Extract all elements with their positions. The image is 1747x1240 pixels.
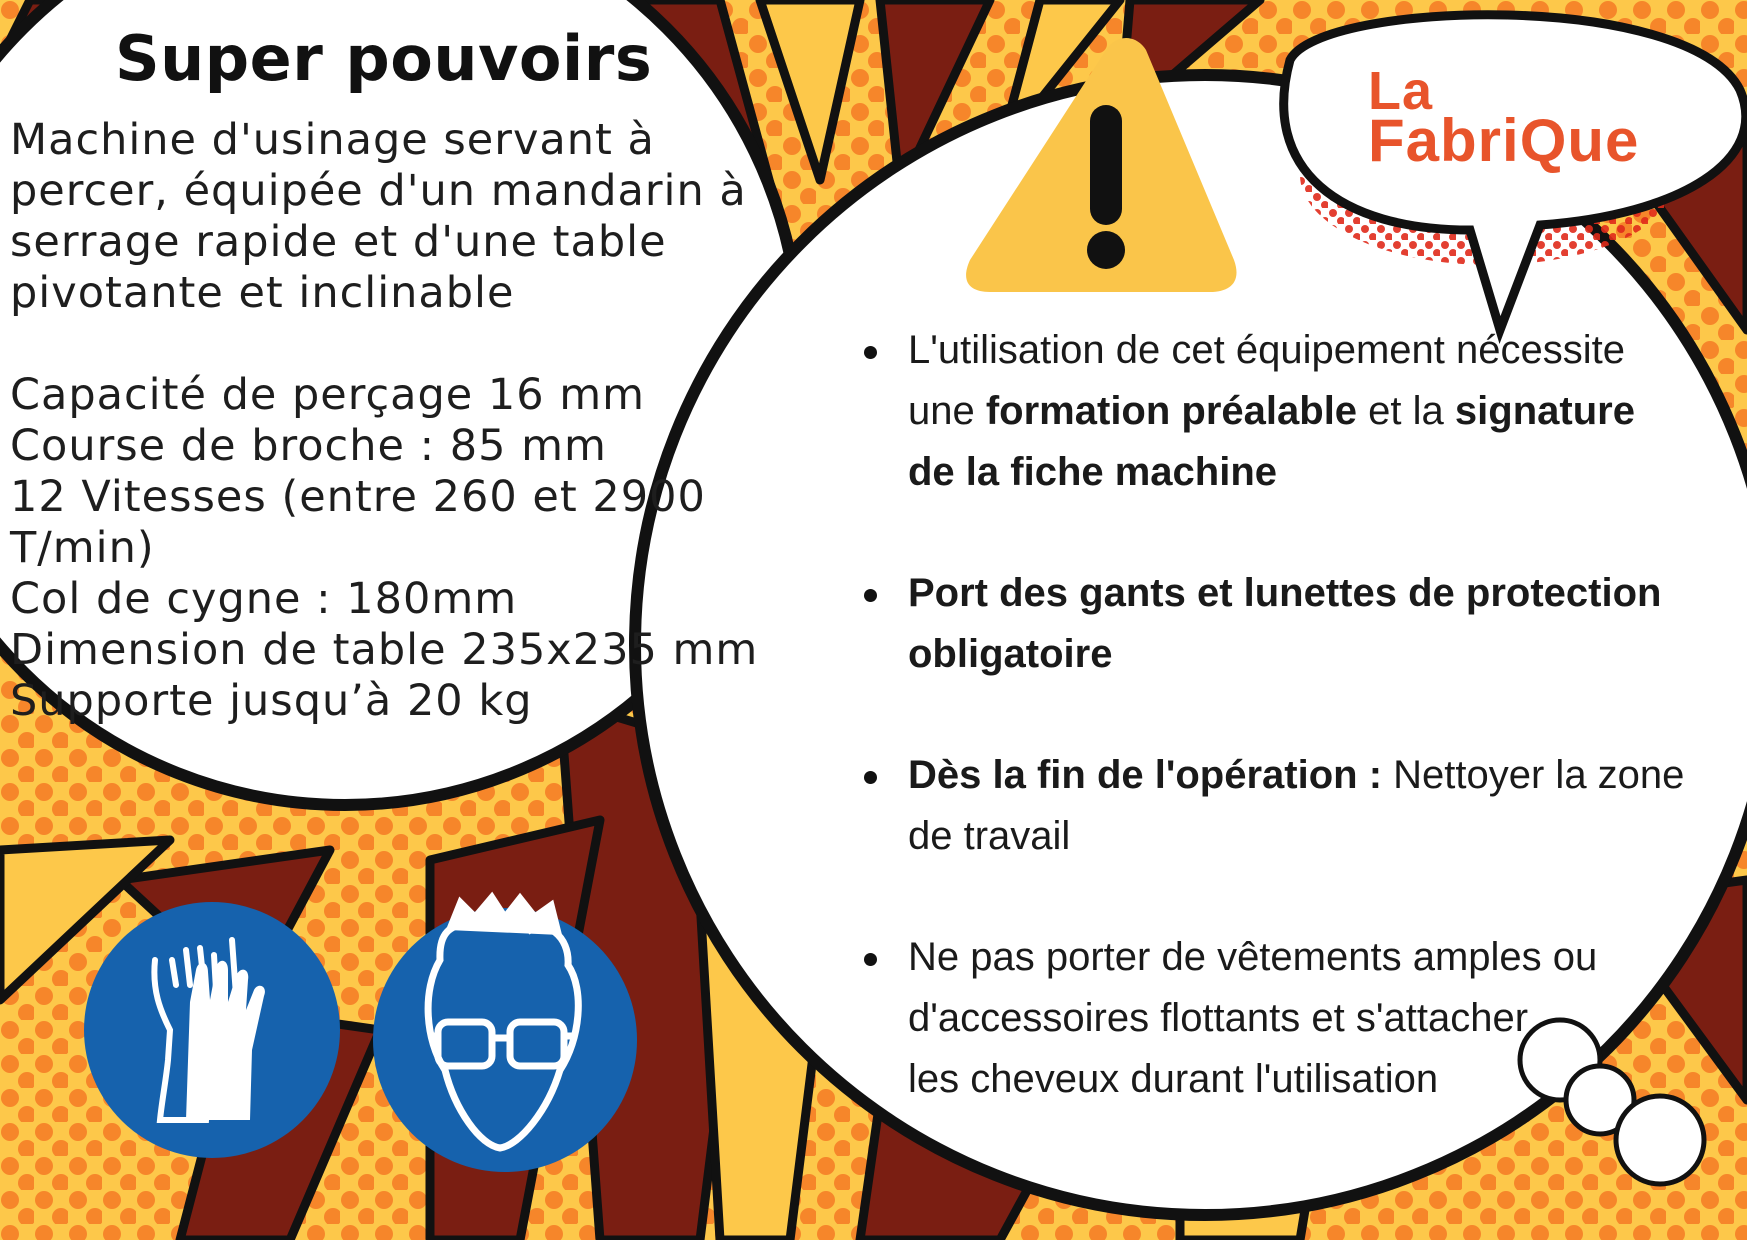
logo-line-1: La (1368, 61, 1434, 121)
rule-bold: formation préalable (985, 389, 1358, 433)
rule-text: L'utilisation de cet équipement nécessite une (908, 328, 1625, 433)
rule-text: Nettoyer la zone de travail (908, 753, 1685, 858)
la-fabrique-logo (1368, 60, 1698, 190)
logo-line-2: FabriQue (1368, 107, 1640, 174)
rule-item (860, 563, 1686, 685)
rule-bold: Port des gants et lunettes de protection obligatoire (908, 571, 1662, 676)
machine-description (10, 115, 770, 319)
spec-item: Course de broche : 85 mm (10, 421, 607, 471)
description-line: serrage rapide et d'une table (10, 217, 667, 267)
rule-bold: signature de la fiche machine (908, 389, 1635, 494)
description-line: pivotante et inclinable (10, 268, 515, 318)
left-info-panel (0, 0, 760, 760)
panel-title: Super pouvoirs (115, 22, 653, 95)
machine-specs (10, 370, 790, 727)
rule-text: les cheveux durant l'utilisation (908, 1057, 1439, 1101)
spec-item: Capacité de perçage 16 mm (10, 370, 646, 420)
spec-item: Dimension de table 235x235 mm (10, 625, 759, 675)
gloves-mandatory-icon (84, 902, 340, 1158)
rule-bold: Dès la fin de l'opération : (908, 753, 1383, 797)
rule-item (860, 927, 1686, 1110)
spec-item: 12 Vitesses (entre 260 et 2900 T/min) (10, 472, 706, 573)
safety-rules-list (856, 320, 1686, 1110)
description-line: percer, équipée d'un mandarin à (10, 166, 747, 216)
spec-item: Supporte jusqu’à 20 kg (10, 676, 533, 726)
rule-item (860, 320, 1686, 503)
rule-item (860, 745, 1686, 867)
description-line: Machine d'usinage servant à (10, 115, 655, 165)
spec-item: Col de cygne : 180mm (10, 574, 518, 624)
rule-text: et la (1357, 389, 1455, 433)
rule-text: Ne pas porter de vêtements amples ou d'accessoires flottants et s'attacher (908, 935, 1598, 1040)
